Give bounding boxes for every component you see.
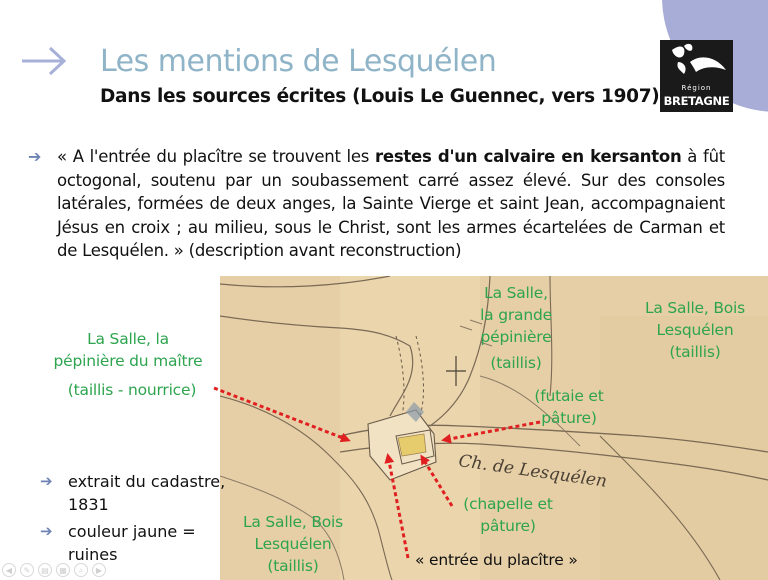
note-text: couleur jaune = ruines	[68, 522, 196, 564]
zoom-icon[interactable]: ⌕	[74, 563, 88, 577]
label-taillis-nourrice: (taillis - nourrice)	[67, 381, 197, 399]
label-bois-bottom-line-3: (taillis)	[267, 557, 319, 575]
slides-icon[interactable]: ▦	[56, 563, 70, 577]
page-title: Les mentions de Lesquélen	[100, 44, 497, 79]
label-bois-bottom-line-1: La Salle, Bois	[242, 513, 344, 531]
label-grande-line-2: la grande	[480, 306, 552, 324]
label-grande-pepiniere	[448, 282, 584, 374]
label-bois-top	[628, 297, 762, 363]
quote-paragraph	[57, 145, 725, 263]
menu-icon[interactable]: ▤	[38, 563, 52, 577]
label-chapelle	[450, 493, 566, 537]
logo-name-text: BRETAGNE	[663, 94, 730, 108]
label-pepiniere-line-1: La Salle, la	[87, 330, 169, 348]
label-bois-top-line-1: La Salle, Bois	[644, 299, 746, 317]
logo-region-text: Région	[681, 84, 712, 92]
note-item	[40, 470, 238, 516]
note-item	[40, 520, 238, 566]
quote-text-start: « A l'entrée du placître se trouvent les	[57, 147, 375, 166]
notes-list	[40, 470, 238, 570]
label-grande-line-3: pépinière	[480, 328, 552, 346]
label-futaie	[518, 385, 620, 429]
page-subtitle: Dans les sources écrites (Louis Le Guennec, vers 1907)	[100, 86, 660, 107]
label-chapelle-line-2: pâture)	[480, 517, 536, 535]
note-arrow-icon: ➔	[40, 472, 53, 490]
quote-bold-text: restes d'un calvaire en kersanton	[375, 147, 682, 166]
label-grande-line-1: La Salle,	[484, 284, 548, 302]
label-futaie-line-2: pâture)	[541, 409, 597, 427]
label-chapelle-line-1: (chapelle et	[463, 495, 553, 513]
title-arrow-icon	[20, 40, 68, 76]
label-futaie-line-1: (futaie et	[534, 387, 604, 405]
label-pepiniere-line-2: pépinière du maître	[53, 352, 203, 370]
label-bois-bottom-line-2: Lesquélen	[254, 535, 332, 553]
label-grande-line-4: (taillis)	[490, 354, 542, 372]
label-pepiniere-maitre	[36, 328, 220, 372]
label-bois-top-line-3: (taillis)	[669, 343, 721, 361]
note-text: extrait du cadastre, 1831	[68, 472, 226, 514]
previous-slide-icon[interactable]: ◀	[2, 563, 16, 577]
region-bretagne-logo	[660, 40, 733, 112]
quote-arrow-icon: ➔	[28, 147, 42, 166]
pen-icon[interactable]: ✎	[20, 563, 34, 577]
ermine-bird-icon	[660, 40, 733, 84]
slide-controls	[2, 563, 106, 577]
quote-text-end: à fût octogonal, soutenu par un soubassement carré assez élevé. Sur des consoles latérales, formées de deux anges, la Sainte Vierge et saint Jean, accompagnaient Jésus en croix ; au milieu, sous le Christ, sont les armes écartelées de Carman et de Lesquélen. » (description avant reconstruction)	[57, 147, 725, 260]
label-bois-bottom	[226, 511, 360, 577]
label-bois-top-line-2: Lesquélen	[656, 321, 734, 339]
note-arrow-icon: ➔	[40, 522, 53, 540]
label-entree-placitre: « entrée du placître »	[415, 551, 578, 569]
next-slide-icon[interactable]: ▶	[92, 563, 106, 577]
map-handwriting: Ch. de Lesquélen	[457, 451, 609, 492]
